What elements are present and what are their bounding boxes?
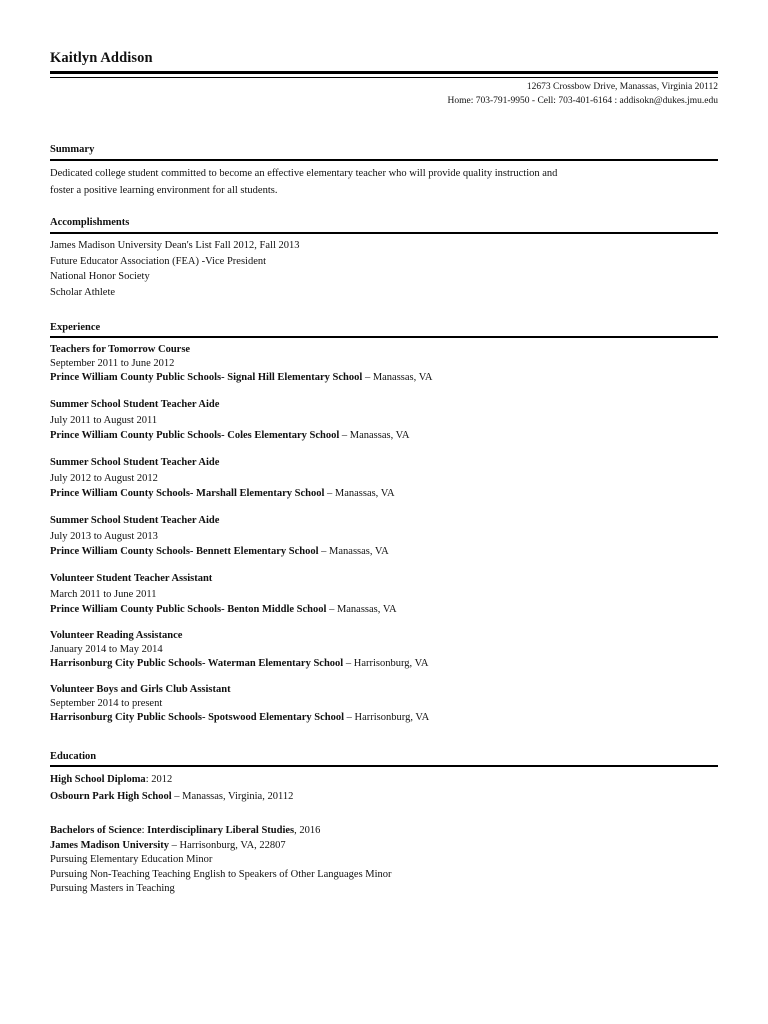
experience-org: Prince William County Public Schools- Coles Elementary School [50, 430, 340, 441]
college-degree: Bachelors of Science [50, 825, 142, 836]
contact-line: Home: 703-791-9950 - Cell: 703-401-6164 : addisokn@dukes.jmu.edu [447, 96, 718, 106]
experience-org: Prince William County Schools- Marshall Elementary School [50, 488, 325, 499]
experience-heading: Experience [50, 322, 101, 333]
experience-location: – Manassas, VA [324, 488, 395, 499]
experience-dates: July 2012 to August 2012 [50, 472, 158, 484]
college-note: Pursuing Elementary Education Minor [50, 854, 213, 865]
header-rule-top [50, 71, 718, 74]
experience-dates: March 2011 to June 2011 [50, 588, 157, 600]
education-rule [50, 765, 718, 767]
accomplishment-item: Future Educator Association (FEA) -Vice President [50, 255, 267, 267]
experience-role: Volunteer Student Teacher Assistant [50, 573, 213, 584]
experience-location: – Manassas, VA [318, 546, 389, 557]
summary-heading: Summary [50, 144, 95, 155]
experience-entry [50, 343, 433, 385]
experience-org: Harrisonburg City Public Schools- Spotswood Elementary School [50, 712, 345, 723]
summary-line: foster a positive learning environment for all students. [50, 185, 278, 196]
experience-dates: September 2011 to June 2012 [50, 358, 175, 369]
experience-role: Summer School Student Teacher Aide [50, 399, 220, 410]
experience-role: Volunteer Boys and Girls Club Assistant [50, 684, 231, 695]
experience-dates: January 2014 to May 2014 [50, 644, 163, 655]
experience-org: Harrisonburg City Public Schools- Waterman Elementary School [50, 658, 344, 669]
hs-school: Osbourn Park High School [50, 791, 172, 802]
college-major: Interdisciplinary Liberal Studies [147, 825, 295, 836]
education-heading: Education [50, 751, 97, 762]
experience-entry [50, 571, 397, 618]
college-year: , 2016 [294, 825, 321, 836]
experience-role: Volunteer Reading Assistance [50, 630, 183, 641]
accomplishments-rule [50, 232, 718, 234]
accomplishment-item: Scholar Athlete [50, 287, 116, 299]
experience-org: Prince William County Public Schools- Benton Middle School [50, 604, 327, 615]
summary-line: Dedicated college student committed to become an effective elementary teacher who will provide quality instruction and [50, 168, 558, 179]
candidate-name: Kaitlyn Addison [50, 50, 153, 66]
experience-dates: July 2011 to August 2011 [50, 414, 158, 426]
experience-entry [50, 513, 389, 560]
experience-entry [50, 455, 395, 502]
education-high-school [50, 771, 293, 805]
experience-entry [50, 629, 428, 671]
college-location: – Harrisonburg, VA, 22807 [169, 839, 286, 851]
experience-role: Summer School Student Teacher Aide [50, 457, 220, 468]
experience-location: – Harrisonburg, VA [344, 712, 430, 723]
education-college [50, 824, 392, 897]
accomplishment-item: James Madison University Dean's List Fall 2012, Fall 2013 [50, 240, 300, 251]
accomplishment-item: National Honor Society [50, 271, 150, 283]
experience-location: – Harrisonburg, VA [343, 658, 429, 669]
accomplishments-list [50, 238, 300, 301]
experience-location: – Manassas, VA [326, 604, 397, 615]
experience-rule [50, 336, 718, 338]
experience-role: Summer School Student Teacher Aide [50, 515, 220, 526]
experience-location: – Manassas, VA [339, 430, 410, 441]
experience-org: Prince William County Schools- Bennett Elementary School [50, 546, 319, 557]
hs-year: : 2012 [145, 774, 173, 785]
header-rule-bottom [50, 77, 718, 79]
college-note: Pursuing Non-Teaching Teaching English to Speakers of Other Languages Minor [50, 868, 392, 880]
experience-role: Teachers for Tomorrow Course [50, 344, 191, 355]
hs-degree: High School Diploma [50, 774, 146, 785]
hs-location: – Manassas, Virginia, 20112 [171, 791, 294, 802]
experience-entry [50, 683, 429, 725]
experience-org: Prince William County Public Schools- Signal Hill Elementary School [50, 372, 363, 383]
summary-rule [50, 159, 718, 161]
experience-entry [50, 397, 409, 444]
experience-dates: September 2014 to present [50, 698, 163, 709]
experience-location: – Manassas, VA [362, 372, 433, 383]
college-note: Pursuing Masters in Teaching [50, 883, 175, 894]
experience-dates: July 2013 to August 2013 [50, 530, 158, 542]
summary-text [50, 165, 557, 199]
accomplishments-heading: Accomplishments [50, 217, 130, 228]
college-separator: : [141, 825, 148, 836]
college-school: James Madison University [50, 839, 169, 851]
address-line: 12673 Crossbow Drive, Manassas, Virginia 20112 [526, 82, 718, 92]
